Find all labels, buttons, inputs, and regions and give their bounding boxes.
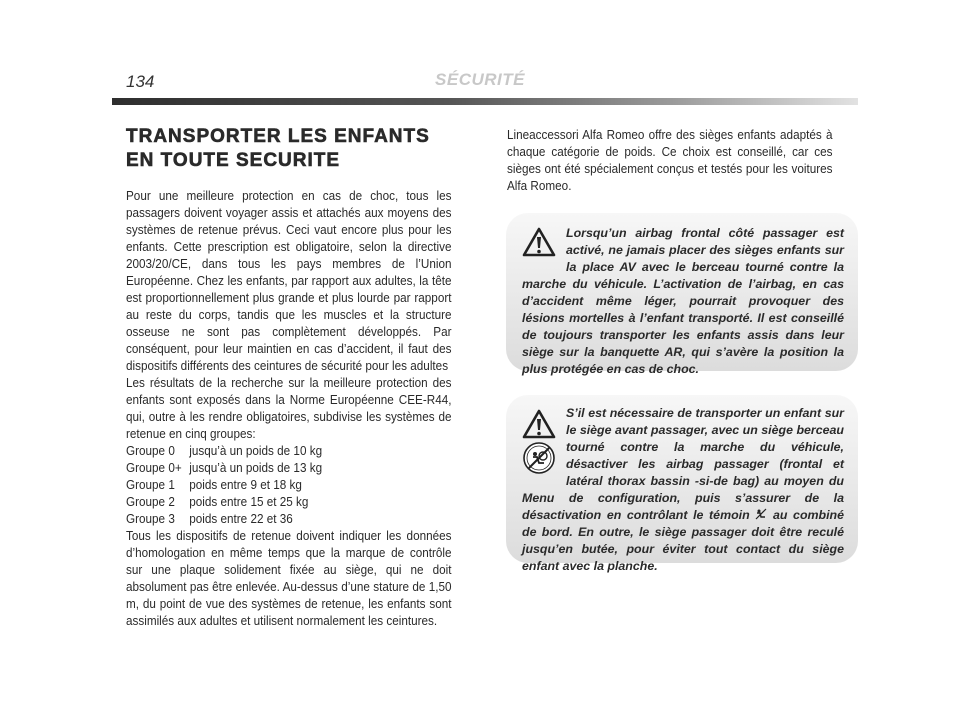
group-weight: poids entre 9 et 18 kg xyxy=(189,478,302,492)
warning-2-text-after: au combiné de bord. En outre, le siège passager doit être reculé jusqu’en butée, pour éviter tout contact du siège enfant avec la planche. xyxy=(522,508,845,573)
group-name: Groupe 0 xyxy=(126,444,175,458)
airbag-off-indicator-icon xyxy=(755,508,767,520)
section-title: SÉCURITÉ xyxy=(435,70,525,89)
page-number: 134 xyxy=(126,72,155,91)
page-title-line2: EN TOUTE SECURITE xyxy=(126,150,341,171)
warning-box-2 xyxy=(506,395,858,573)
group-weight: jusqu’à un poids de 13 kg xyxy=(189,461,323,475)
page-title xyxy=(126,125,430,173)
right-intro: Lineaccessori Alfa Romeo offre des sièges enfants adaptés à chaque catégorie de poids. Ce choix est conseillé, car ces sièges ont été spécialement conçus et testés pour les voitures Alfa Romeo. xyxy=(507,128,833,193)
paragraph-3: Tous les dispositifs de retenue doivent indiquer les données d’homologation en même temps que la marque de contrôle sur une plaque solidement fixée au siège, qui ne doit absolument pas être enlevée. Au-dessus d’une stature de 1,50 m, du point de vue des systèmes de retenue, les enfants sont assimilés aux adultes et utilisent normalement les ceintures. xyxy=(126,529,452,628)
group-weight: poids entre 22 et 36 xyxy=(189,512,293,526)
group-name: Groupe 2 xyxy=(126,495,175,509)
group-name: Groupe 3 xyxy=(126,512,175,526)
group-row xyxy=(126,477,452,494)
group-weight: jusqu’à un poids de 10 kg xyxy=(189,444,323,458)
group-row xyxy=(126,460,452,477)
page-title-line1: TRANSPORTER LES ENFANTS xyxy=(126,126,430,147)
paragraph-1: Pour une meilleure protection en cas de choc, tous les passagers doivent voyager assis et attachés aux moyens des systèmes de retenue prévus. Ceci vaut encore plus pour les enfants. Cette prescription est obligatoire, selon la directive 2003/20/CE, dans tous les pays membres de l’Union Européenne. Chez les enfants, par rapport aux adultes, la tête est proportionnellement plus grande et plus lourde par rapport au reste du corps, tandis que les muscles et la structure osseuse ne sont pas complètement développés. Par conséquent, pour leur maintien en cas d’accident, il faut des dispositifs différents des ceintures de sécurité pour les adultes xyxy=(126,189,452,373)
group-list xyxy=(126,443,452,528)
group-row xyxy=(126,443,452,460)
group-row xyxy=(126,494,452,511)
group-name: Groupe 1 xyxy=(126,478,175,492)
warning-1-text: Lorsqu’un airbag frontal côté passager est activé, ne jamais placer des sièges enfants sur la place AV avec le berceau tourné contre la marche du véhicule. L’activation de l’airbag, en cas d’accident même léger, pourrait provoquer des lésions mortelles à l’enfant transporté. Il est conseillé de toujours transporter les enfants assis dans leur siège sur la banquette AR, qui s’avère la position la plus protégée en cas de choc. xyxy=(522,226,844,376)
warning-2-text-before: S’il est nécessaire de transporter un enfant sur le siège avant passager, avec un siège berceau tourné contre la marche du véhicule, désactiver les airbag passager (frontal et latéral thorax bassin -si-de bag) au moyen du Menu de configuration, puis s’assurer de la désactivation en contrôlant le témoin xyxy=(522,406,844,522)
group-row xyxy=(126,511,452,528)
warning-box-1 xyxy=(506,213,858,376)
group-name: Groupe 0+ xyxy=(126,461,182,475)
paragraph-2: Les résultats de la recherche sur la meilleure protection des enfants sont exposés dans la Norme Européenne CEE-R44, qui, outre à les rendre obligatoires, subdivise les systèmes de retenue en cinq groupes: xyxy=(126,376,452,441)
group-weight: poids entre 15 et 25 kg xyxy=(189,495,309,509)
left-column xyxy=(126,188,452,630)
header-rule xyxy=(112,98,858,105)
